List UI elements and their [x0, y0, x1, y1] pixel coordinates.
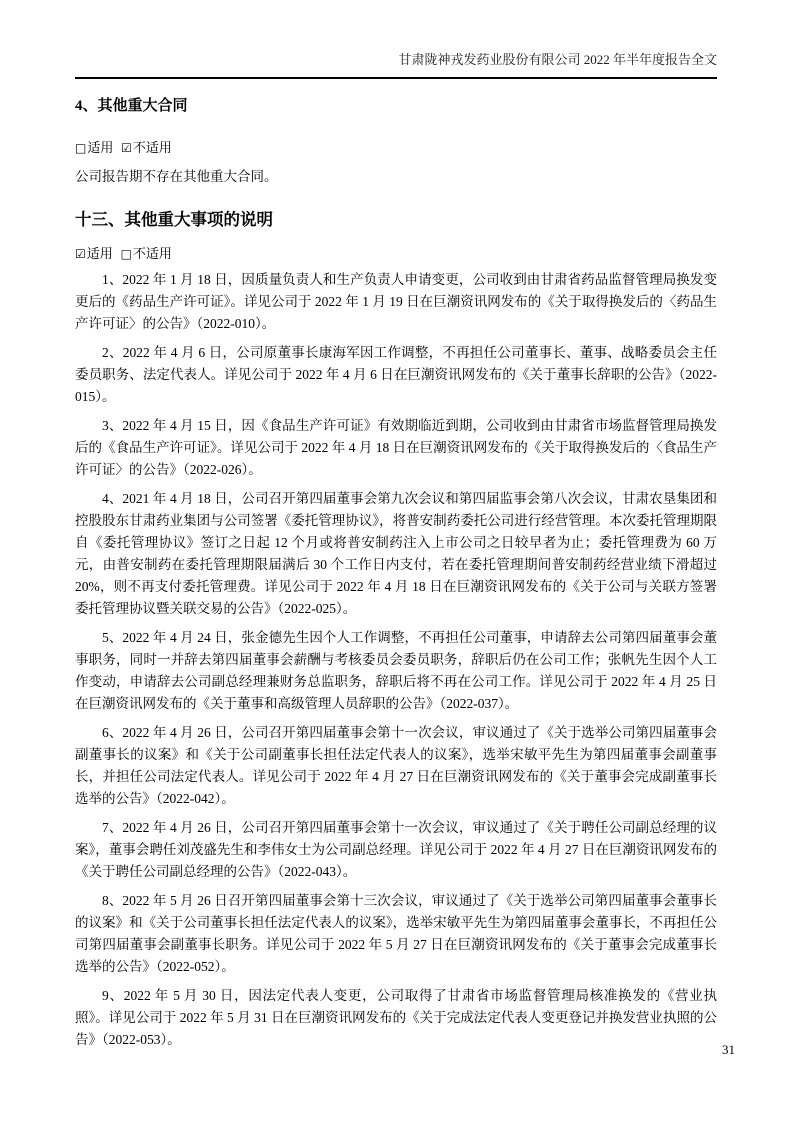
paragraph-item-7: 7、2022 年 4 月 26 日，公司召开第四届董事会第十一次会议，审议通过了《关于聘任公司副总经理的议案》，董事会聘任刘茂盛先生和李伟女士为公司副总经理。详见公司于 2022 年 4 月 27 日在巨潮资讯网发布的《关于聘任公司副总经理的公告》（2022-043）。	[75, 820, 717, 879]
applicability-row-contracts	[75, 140, 717, 156]
paragraph-item-5: 5、2022 年 4 月 24 日，张金德先生因个人工作调整，不再担任公司董事，申请辞去公司第四届董事会董事职务，同时一并辞去第四届董事会薪酬与考核委员会委员职务，辞职后仍在公司工作；张帆先生因个人工作变动，申请辞去公司副总经理兼财务总监职务，辞职后将不再在公司工作。详见公司于 2022 年 4 月 25 日在巨潮资讯网发布的《关于董事和高级管理人员辞职的公告》（2022-037）。	[75, 630, 717, 711]
paragraph-no-other-contracts: 公司报告期不存在其他重大合同。	[75, 169, 278, 184]
paragraph-item-1: 1、2022 年 1 月 18 日，因质量负责人和生产负责人申请变更，公司收到由甘肃省药品监督管理局换发变更后的《药品生产许可证》。详见公司于 2022 年 1 月 19 日在巨潮资讯网发布的《关于取得换发后的〈药品生产许可证〉的公告》（2022-010）。	[75, 272, 717, 331]
page-header-title: 甘肃陇神戎发药业股份有限公司 2022 年半年度报告全文	[398, 52, 717, 67]
checkbox-applicable	[75, 140, 113, 155]
applicability-row-events	[75, 246, 717, 262]
checkbox-not-applicable-label: 不适用	[132, 246, 172, 261]
section-heading-other-major-contracts: 4、其他重大合同	[75, 98, 188, 114]
paragraph-item-8: 8、2022 年 5 月 26 日召开第四届董事会第十三次会议，审议通过了《关于选举公司第四届董事会董事长的议案》和《关于公司董事长担任法定代表人的议案》，选举宋敏平先生为第四届董事会董事长，不再担任公司第四届董事会副董事长职务。详见公司于 2022 年 5 月 27 日在巨潮资讯网发布的《关于董事会完成董事长选举的公告》（2022-052）。	[75, 893, 717, 974]
paragraph-item-9: 9、2022 年 5 月 30 日，因法定代表人变更，公司取得了甘肃省市场监督管理局核准换发的《营业执照》。详见公司于 2022 年 5 月 31 日在巨潮资讯网发布的《关于完成法定代表人变更登记并换发营业执照的公告》（2022-053）。	[75, 988, 717, 1047]
checkbox-applicable-label: 适用	[87, 140, 114, 155]
checkbox-not-applicable	[121, 140, 172, 155]
checkbox-not-applicable	[121, 246, 172, 261]
checkbox-applicable	[75, 246, 113, 261]
paragraph-item-4: 4、2021 年 4 月 18 日，公司召开第四届董事会第九次会议和第四届监事会第八次会议，甘肃农垦集团和控股股东甘肃药业集团与公司签署《委托管理协议》，将普安制药委托公司进行经营管理。本次委托管理期限自《委托管理协议》签订之日起 12 个月或将普安制药注入上市公司之日较早者为止；委托管理费为 60 万元，由普安制药在委托管理期限届满后 30 个工作日内支付，若在委托管理期间普安制药经营业绩下滑超过 20%，则不再支付委托管理费。详见公司于 2022 年 4 月 18 日在巨潮资讯网发布的《关于公司与关联方签署委托管理协议暨关联交易的公告》（2022-025）。	[75, 491, 717, 616]
checkbox-not-applicable-label: 不适用	[132, 140, 172, 155]
paragraph-item-6: 6、2022 年 4 月 26 日，公司召开第四届董事会第十一次会议，审议通过了《关于选举公司第四届董事会副董事长的议案》和《关于公司副董事长担任法定代表人的议案》，选举宋敏平先生为第四届董事会副董事长，并担任公司法定代表人。详见公司于 2022 年 4 月 27 日在巨潮资讯网发布的《关于董事会完成副董事长选举的公告》（2022-042）。	[75, 725, 717, 806]
page-header	[75, 52, 717, 79]
checkbox-applicable-label: 适用	[86, 246, 113, 261]
unchecked-checkbox-icon: □	[120, 247, 132, 261]
checked-checkbox-icon: ☑	[75, 247, 86, 261]
page-number: 31	[722, 1042, 735, 1057]
unchecked-checkbox-icon: □	[75, 141, 87, 155]
paragraph-item-2: 2、2022 年 4 月 6 日，公司原董事长康海军因工作调整，不再担任公司董事长、董事、战略委员会主任委员职务、法定代表人。详见公司于 2022 年 4 月 6 日在巨潮资讯网发布的《关于董事长辞职的公告》（2022-015）。	[75, 345, 717, 404]
paragraph-item-3: 3、2022 年 4 月 15 日，因《食品生产许可证》有效期临近到期，公司收到由甘肃省市场监督管理局换发后的《食品生产许可证》。详见公司于 2022 年 4 月 18 日在巨潮资讯网发布的《关于取得换发后的〈食品生产许可证〉的公告》（2022-026）。	[75, 418, 717, 477]
checked-checkbox-icon: ☑	[121, 141, 132, 155]
section-heading-other-major-events: 十三、其他重大事项的说明	[75, 210, 273, 229]
